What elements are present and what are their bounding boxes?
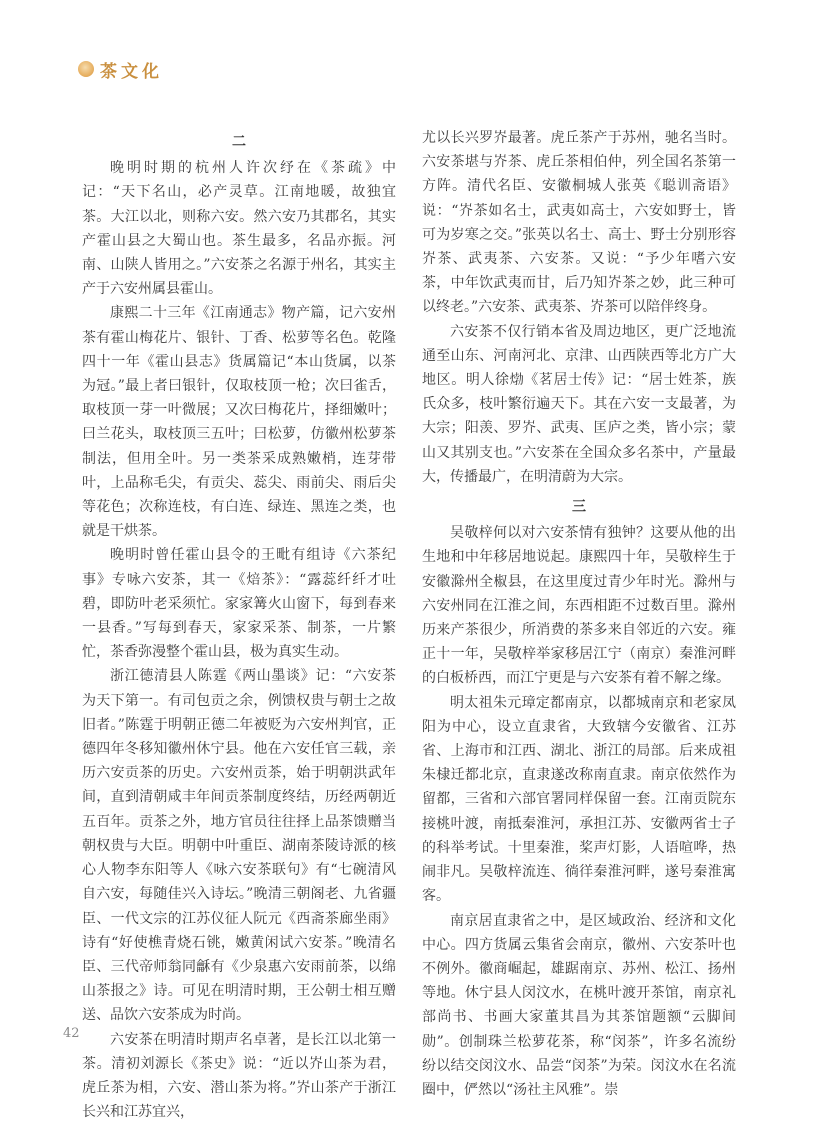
paragraph: 晚明时期的杭州人许次纾在《茶疏》中记：“天下名山，必产灵草。江南地暖，故独宜茶。大江以北，则称六安。然六安乃其郡名，其实产霍山县之大蜀山也。茶生最多，名品亦振。河南、山陕人皆用之。”六安茶之名源于州名，其实主产于六安州属县霍山。 bbox=[82, 160, 396, 298]
paragraph: 浙江德清县人陈霆《两山墨谈》记：“六安茶为天下第一。有司包贡之余，例馈权贵与朝士之故旧者。”陈霆于明朝正德二年被贬为六安州判官，正德四年冬移知徽州休宁县。他在六安任官三载，亲历六安贡茶的历史。六安州贡茶，始于明朝洪武年间，直到清朝咸丰年间贡茶制度终结，历经两朝近五百年。贡茶之外，地方官员往往择上品茶馈赠当朝权贵与大臣。明朝中叶重臣、湖南茶陵诗派的核心人物李东阳等人《咏六安茶联句》有“七碗清风自六安，每随佳兴入诗坛。”晚清三朝阁老、九省疆臣、一代文宗的江苏仪征人阮元《西斋茶廊坐雨》诗有“好使樵青烧石铫，嫩黄闲试六安茶。”晚清名臣、三代帝师翁同龢有《少泉惠六安雨前茶，以绵山茶报之》诗。可见在明清时期，王公朝士相互赠送、品饮六安茶成为时尚。 bbox=[82, 668, 396, 1024]
left-column bbox=[82, 126, 396, 1124]
paragraph: 明太祖朱元璋定都南京，以都城南京和老家凤阳为中心，设立直隶省，大致辖今安徽省、江苏省、上海市和江西、湖北、浙江的局部。后来成祖朱棣迁都北京，直隶遂改称南直隶。南京依然作为留都，三省和六部官署同样保留一套。江南贡院东接桃叶渡，南抵秦淮河，承担江苏、安徽两省士子的科举考试。十里秦淮，桨声灯影，人语喧哗，热闹非凡。吴敬梓流连、徜徉秦淮河畔，遂号秦淮寓客。 bbox=[422, 694, 736, 905]
paragraph: 晚明时曾任霍山县令的王毗有组诗《六茶纪事》专咏六安茶，其一《焙茶》：“露蕊纤纤才吐碧，即防叶老采须忙。家家篝火山窗下，每到春来一县香。”写每到春天，家家采茶、制茶，一片繁忙，茶香弥漫整个霍山县，极为真实生动。 bbox=[82, 547, 396, 661]
paragraph: 康熙二十三年《江南通志》物产篇，记六安州茶有霍山梅花片、银针、丁香、松萝等名色。乾隆四十一年《霍山县志》货属篇记“本山货属，以茶为冠。”最上者曰银针，仅取枝顶一枪；次曰雀舌，取枝顶一芽一叶微展；又次曰梅花片，择细嫩叶；曰兰花头，取枝顶三五叶；曰松萝，仿徽州松萝茶制法，但用全叶。另一类茶采成熟嫩梢，连芽带叶，上品称毛尖，有贡尖、蕊尖、雨前尖、雨后尖等花色；次称连枝，有白连、绿连、黑连之类，也就是干烘茶。 bbox=[82, 305, 396, 540]
paragraph-continuation: 尤以长兴罗岕最著。虎丘茶产于苏州，驰名当时。六安茶堪与岕茶、虎丘茶相伯仲，列全国名茶第一方阵。清代名臣、安徽桐城人张英《聪训斋语》说：“岕茶如名士，武夷如高士，六安如野士，皆可为岁寒之交。”张英以名士、高士、野士分别形容岕茶、武夷茶、六安茶。又说：“予少年嗜六安茶，中年饮武夷而甘，后乃知岕茶之妙，此三种可以终老。”六安茶、武夷茶、岕茶可以陪伴终身。 bbox=[422, 130, 736, 316]
tea-circle-icon bbox=[78, 61, 94, 77]
paragraph: 六安茶不仅行销本省及周边地区，更广泛地流通至山东、河南河北、京津、山西陕西等北方广大地区。明人徐𤊹《茗居士传》记：“居士姓茶，族氏众多，枝叶繁衍遍天下。其在六安一支最著，为大宗；阳羡、罗岕、武夷、匡庐之类，皆小宗；蒙山又其别支也。”六安茶在全国众多名茶中，产量最大，传播最广，在明清蔚为大宗。 bbox=[422, 323, 736, 485]
right-column bbox=[422, 126, 736, 1102]
paragraph: 南京居直隶省之中，是区域政治、经济和文化中心。四方货属云集省会南京，徽州、六安茶叶也不例外。徽商崛起，雄踞南京、苏州、松江、扬州等地。休宁县人闵汶水，在桃叶渡开茶馆，南京礼部尚书、书画大家董其昌为其茶馆题额“云脚间勋”。创制珠兰松萝花茶，称“闵茶”，许多名流纷纷以结交闵汶水、品尝“闵茶”为荣。闵汶水在名流圈中，俨然以“汤社主风雅”。崇 bbox=[422, 912, 736, 1098]
column-title: 茶文化 bbox=[100, 61, 163, 82]
section-heading-2: 二 bbox=[232, 134, 246, 150]
running-header bbox=[78, 55, 163, 83]
paragraph: 吴敬梓何以对六安茶情有独钟？这要从他的出生地和中年移居地说起。康熙四十年，吴敬梓生于安徽滁州全椒县，在这里度过青少年时光。滁州与六安州同在江淮之间，东西相距不过数百里。滁州历来产茶很少，所消费的茶多来自邻近的六安。雍正十一年，吴敬梓举家移居江宁（南京）秦淮河畔的白板桥西，而江宁更是与六安茶有着不解之缘。 bbox=[422, 525, 736, 687]
section-heading-3: 三 bbox=[572, 499, 586, 516]
page-number: 42 bbox=[63, 1026, 80, 1041]
paragraph: 六安茶在明清时期声名卓著，是长江以北第一茶。清初刘源长《茶史》说：“近以岕山茶为君，虎丘茶为相，六安、潜山茶为将。”岕山茶产于浙江长兴和江苏宜兴， bbox=[82, 1031, 396, 1121]
